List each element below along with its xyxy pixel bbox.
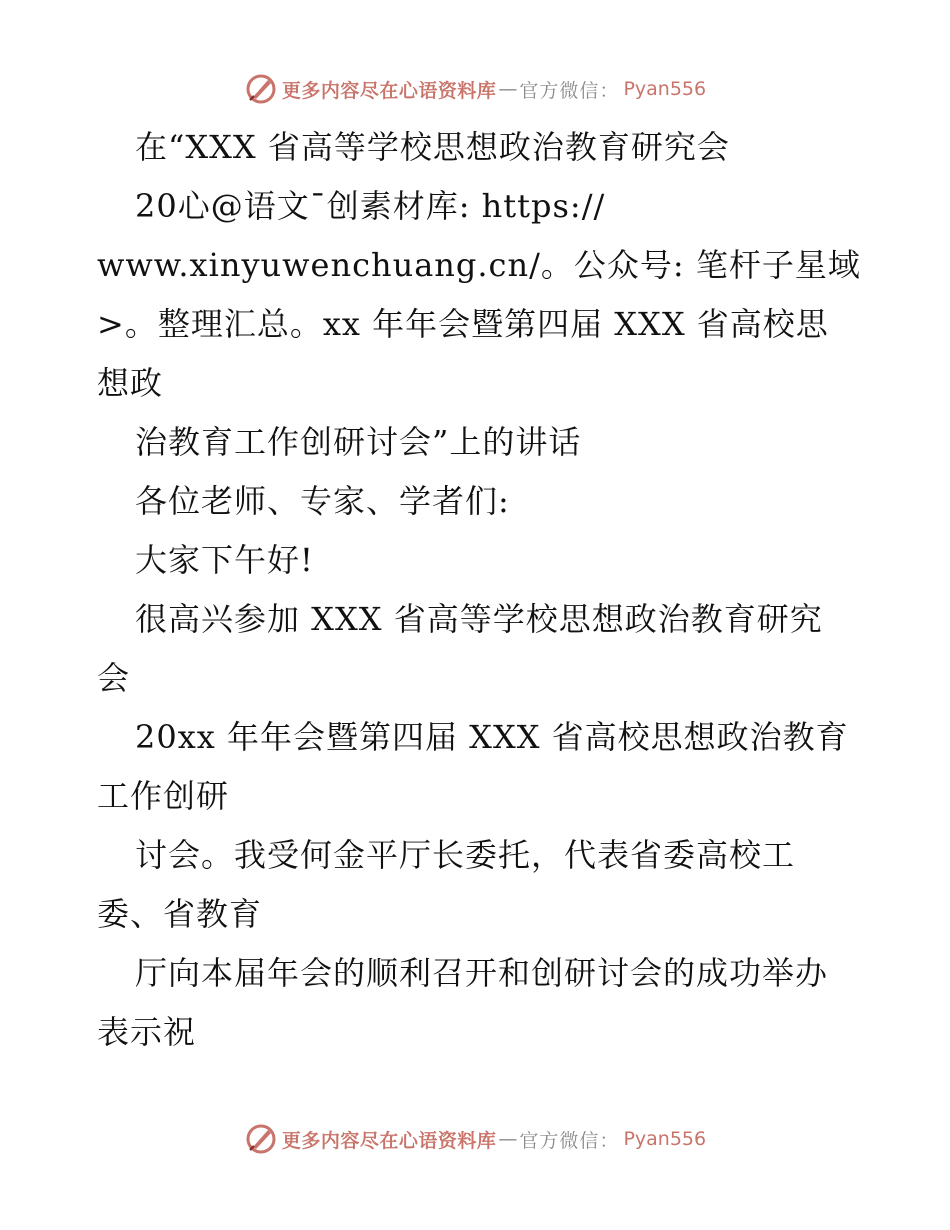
- text-line: 20xx 年年会暨第四届 XXX 省高校思想政治教育: [135, 718, 849, 756]
- text-line: 表示祝: [97, 1013, 197, 1051]
- footer-watermark: [0, 1122, 950, 1156]
- watermark-wechat-id: Pyan556: [623, 1128, 707, 1150]
- header-watermark: [0, 72, 950, 106]
- text-line: 治教育工作创研讨会”上的讲话: [135, 423, 582, 461]
- text-line: 想政: [97, 364, 164, 402]
- text-line: 各位老师、专家、学者们:: [135, 482, 510, 520]
- text-line: >。整理汇总。xx 年年会暨第四届 XXX 省高校思: [97, 305, 829, 343]
- text-line: 工作创研: [97, 777, 230, 815]
- watermark-brand: 更多内容尽在心语资料库: [281, 1129, 497, 1152]
- watermark-separator: —: [498, 1128, 518, 1150]
- watermark-label: 官方微信：: [519, 79, 620, 102]
- feather-pen-circle-icon: [244, 1122, 278, 1156]
- document-body: [97, 118, 867, 1062]
- watermark-brand: 更多内容尽在心语资料库: [281, 79, 497, 102]
- text-line: 在“XXX 省高等学校思想政治教育研究会: [135, 128, 730, 166]
- text-line: 厅向本届年会的顺利召开和创研讨会的成功举办: [135, 954, 829, 992]
- feather-pen-circle-icon: [244, 72, 278, 106]
- text-line: www.xinyuwenchuang.cn/。公众号: 笔杆子星域: [97, 246, 861, 284]
- text-line: 讨会。我受何金平厅长委托，代表省委高校工: [135, 836, 796, 874]
- text-line: 20心@语文¯创素材库: https://: [135, 187, 606, 225]
- watermark-separator: —: [498, 78, 518, 100]
- text-line: 很高兴参加 XXX 省高等学校思想政治教育研究: [135, 600, 823, 638]
- watermark-wechat-id: Pyan556: [623, 78, 707, 100]
- watermark-label: 官方微信：: [519, 1129, 620, 1152]
- text-line: 委、省教育: [97, 895, 263, 933]
- text-line: 会: [97, 659, 131, 697]
- text-line: 大家下午好!: [135, 541, 314, 579]
